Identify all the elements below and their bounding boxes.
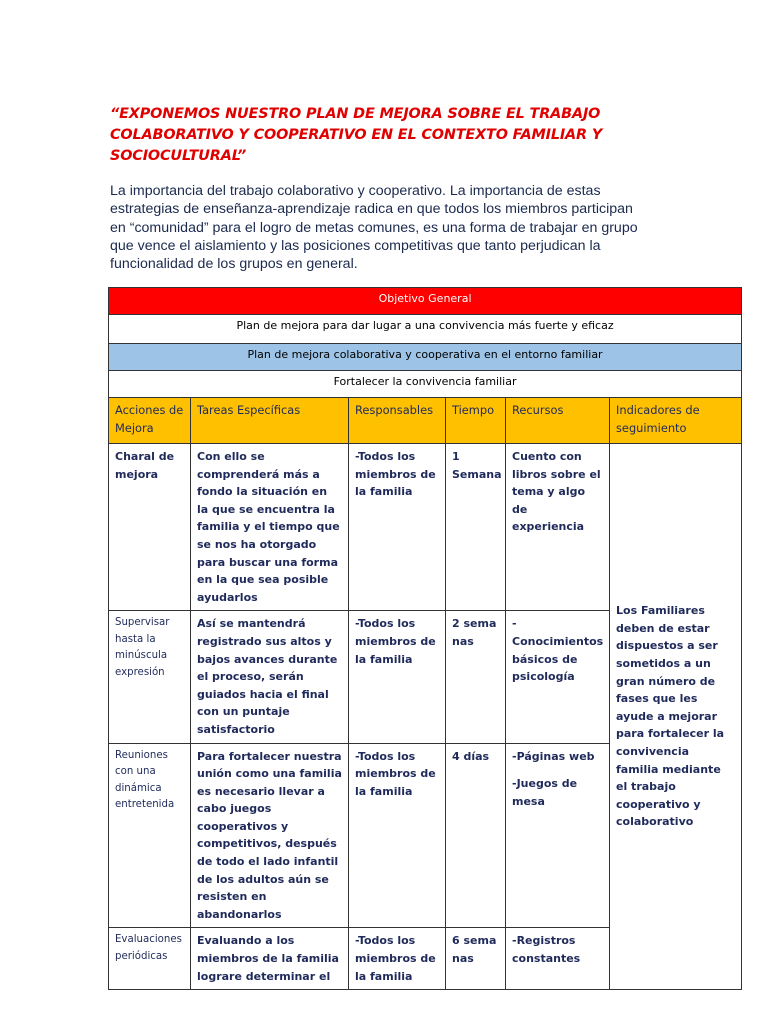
tareas-cell: Así se mantendrá registrado sus altos y bajos avances durante el proceso, serán guiados hacia el final con un puntaje satisfactorio bbox=[191, 611, 349, 743]
tareas-cell: Para fortalecer nuestra unión como una familia es necesario llevar a cabo juegos cooperativos y competitivos, después de todo el lado infantil de los adultos aún se resisten en abandonarlos bbox=[191, 743, 349, 928]
document-heading: “EXPONEMOS NUESTRO PLAN DE MEJORA SOBRE EL TRABAJO COLABORATIVO Y COOPERATIVO EN EL CONTEXTO FAMILIAR Y SOCIOCULTURAL” bbox=[110, 106, 603, 164]
tiempo-cell: 1 Semana bbox=[446, 444, 506, 611]
indicadores-cell: Los Familiares deben de estar dispuestos a ser sometidos a un gran número de fases que les ayude a mejorar para fortalecer la convivencia familia mediante el trabajo cooperativo y colaborativo bbox=[610, 444, 742, 990]
responsables-cell: -Todos los miembros de la familia bbox=[349, 928, 446, 990]
tiempo-cell: 6 semanas bbox=[446, 928, 506, 990]
tareas-cell: Evaluando a los miembros de la familia lograre determinar el bbox=[191, 928, 349, 990]
table-row bbox=[109, 444, 742, 611]
objetivo-general-cell: Objetivo General bbox=[109, 288, 742, 315]
header-responsables: Responsables bbox=[349, 398, 446, 444]
accion-cell: Reuniones con una dinámica entretenida bbox=[109, 743, 191, 928]
responsables-cell: -Todos los miembros de la familia bbox=[349, 444, 446, 611]
recursos-cell bbox=[506, 743, 610, 928]
intro-paragraph: La importancia del trabajo colaborativo y cooperativo. La importancia de estas estrategias de enseñanza-aprendizaje radica en que todos los miembros participan en “comunidad” para el logro de metas comunes, es una forma de trabajar en grupo que vence el aislamiento y las posiciones competitivas que tanto perjudican la funcionalidad de los grupos en general. bbox=[110, 183, 638, 273]
header-indicadores: Indicadores de seguimiento bbox=[610, 398, 742, 444]
accion-cell: Charal de mejora bbox=[109, 444, 191, 611]
recursos-item: -Páginas web bbox=[512, 749, 595, 763]
accion-cell: Supervisar hasta la minúscula expresión bbox=[109, 611, 191, 743]
table-row bbox=[109, 371, 742, 398]
tareas-cell: Con ello se comprenderá más a fondo la situación en la que se encuentra la familia y el tiempo que se nos ha otorgado para buscar una forma en la que sea posible ayudarlos bbox=[191, 444, 349, 611]
responsables-cell: -Todos los miembros de la familia bbox=[349, 743, 446, 928]
recursos-cell: -Conocimientos básicos de psicología bbox=[506, 611, 610, 743]
tiempo-cell: 2 semanas bbox=[446, 611, 506, 743]
accion-cell: Evaluaciones periódicas bbox=[109, 928, 191, 990]
header-recursos: Recursos bbox=[506, 398, 610, 444]
recursos-item: -Juegos de mesa bbox=[512, 777, 578, 808]
tiempo-cell: 4 días bbox=[446, 743, 506, 928]
plan-mejora-cell: Plan de mejora para dar lugar a una convivencia más fuerte y eficaz bbox=[109, 315, 742, 344]
recursos-cell: -Registros constantes bbox=[506, 928, 610, 990]
header-tiempo: Tiempo bbox=[446, 398, 506, 444]
recursos-cell: Cuento con libros sobre el tema y algo de experiencia bbox=[506, 444, 610, 611]
header-tareas: Tareas Específicas bbox=[191, 398, 349, 444]
table-row bbox=[109, 315, 742, 344]
table-row bbox=[109, 344, 742, 371]
table-row bbox=[109, 288, 742, 315]
responsables-cell: -Todos los miembros de la familia bbox=[349, 611, 446, 743]
header-acciones: Acciones de Mejora bbox=[109, 398, 191, 444]
improvement-plan-table bbox=[108, 287, 742, 990]
plan-colaborativa-cell: Plan de mejora colaborativa y cooperativa en el entorno familiar bbox=[109, 344, 742, 371]
table-header-row bbox=[109, 398, 742, 444]
fortalecer-cell: Fortalecer la convivencia familiar bbox=[109, 371, 742, 398]
